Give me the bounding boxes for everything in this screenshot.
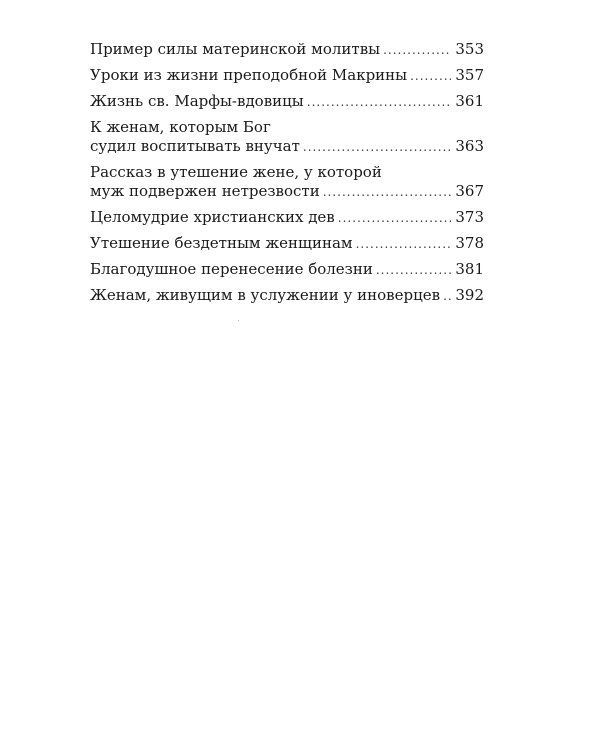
toc-entry-page-number: 378 xyxy=(455,234,484,252)
toc-entry xyxy=(90,40,484,60)
dot-leader xyxy=(376,261,452,280)
toc-entry-page-number: 361 xyxy=(455,92,484,110)
dot-leader xyxy=(303,138,451,157)
toc-entry-page-number: 357 xyxy=(455,66,484,84)
toc-entry-page-number: 367 xyxy=(455,182,484,200)
table-of-contents xyxy=(90,40,484,312)
toc-entry-title: Благодушное перенесение болезни xyxy=(90,260,373,278)
toc-entry-title: Жизнь св. Марфы-вдовицы xyxy=(90,92,304,110)
toc-entry xyxy=(90,118,484,157)
toc-entry xyxy=(90,163,484,202)
toc-entry xyxy=(90,66,484,86)
toc-entry-title-line1: К женам, которым Бог xyxy=(90,118,271,136)
toc-entry xyxy=(90,208,484,228)
dot-leader xyxy=(323,183,452,202)
toc-entry-title: Женам, живущим в услужении у иноверцев xyxy=(90,286,441,304)
dot-leader xyxy=(383,41,451,60)
toc-entry-title: Утешение бездетным женщинам xyxy=(90,234,353,252)
toc-entry-page-number: 373 xyxy=(455,208,484,226)
toc-entry-title: Уроки из жизни преподобной Макрины xyxy=(90,66,408,84)
toc-entry xyxy=(90,92,484,112)
toc-entry xyxy=(90,260,484,280)
toc-entry-page-number: 392 xyxy=(455,286,484,304)
toc-entry-page-number: 363 xyxy=(455,137,484,155)
toc-entry xyxy=(90,286,484,306)
toc-entry-title-line2: муж подвержен нетрезвости xyxy=(90,182,320,200)
toc-entry-page-number: 381 xyxy=(455,260,484,278)
toc-entry-page-number: 353 xyxy=(455,40,484,58)
toc-entry xyxy=(90,234,484,254)
toc-entry-title: Пример силы материнской молитвы xyxy=(90,40,381,58)
paper-speck xyxy=(238,320,239,321)
dot-leader xyxy=(410,67,451,86)
toc-entry-title: Целомудрие христианских дев xyxy=(90,208,335,226)
toc-entry-title-line1: Рассказ в утешение жене, у которой xyxy=(90,163,382,181)
toc-entry-title-line2: судил воспитывать внучат xyxy=(90,137,300,155)
dot-leader xyxy=(307,93,452,112)
dot-leader xyxy=(443,287,451,306)
dot-leader xyxy=(356,235,452,254)
dot-leader xyxy=(338,209,452,228)
